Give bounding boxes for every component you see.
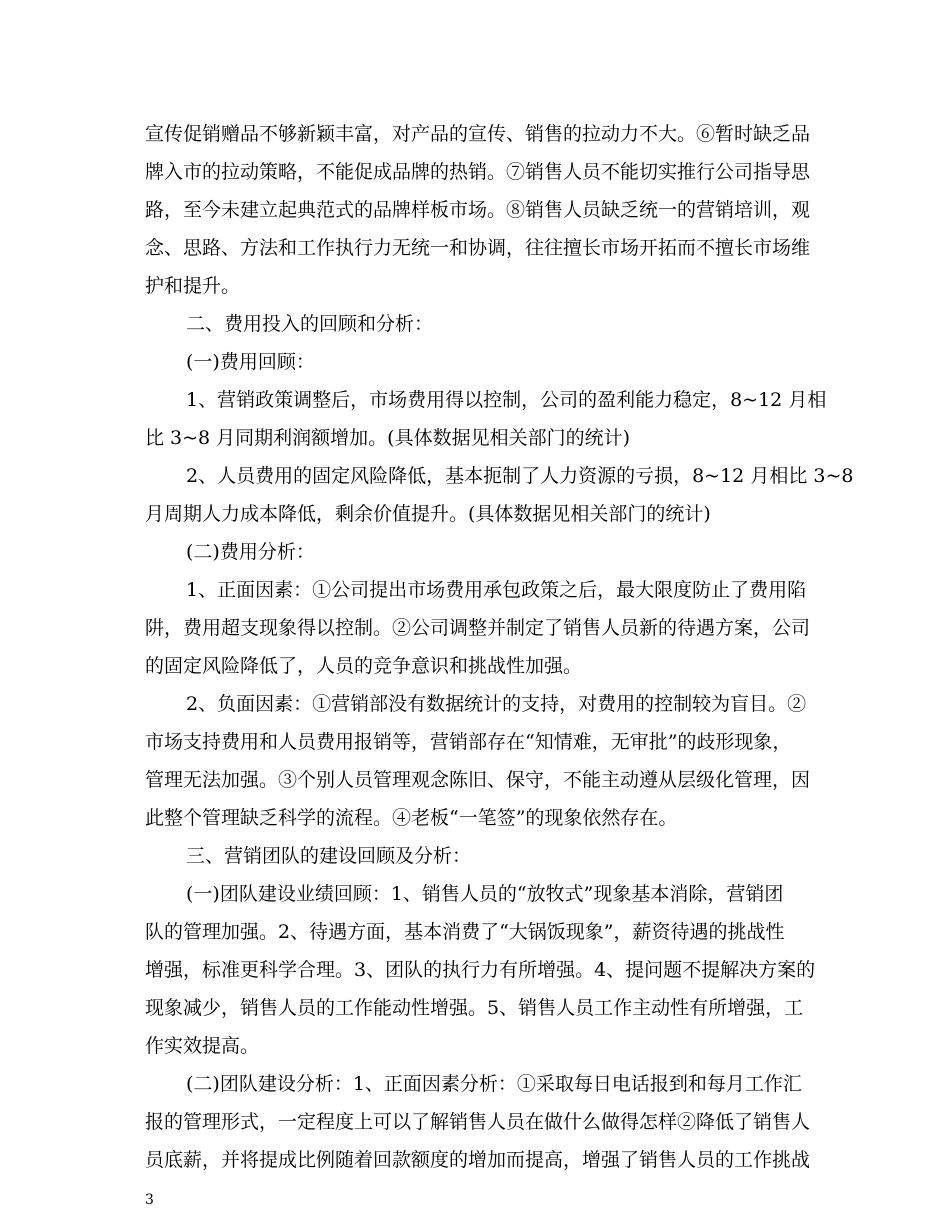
text-line: 月周期人力成本降低，剩余价值提升。(具体数据见相关部门的统计) <box>145 503 711 525</box>
text-line: 员底薪，并将提成比例随着回款额度的增加而提高，增强了销售人员的工作挑战 <box>145 1149 811 1171</box>
text-line: 队的管理加强。2、待遇方面，基本消费了“大锅饭现象”，薪资待遇的挑战性 <box>145 921 785 943</box>
text-line: 此整个管理缺乏科学的流程。④老板“一笔签”的现象依然存在。 <box>145 807 678 829</box>
text-line: (二)团队建设分析：1、正面因素分析：①采取每日电话报到和每月工作汇 <box>186 1073 802 1095</box>
text-line: 牌入市的拉动策略，不能促成品牌的热销。⑦销售人员不能切实推行公司指导思 <box>145 161 811 183</box>
text-line: 路，至今未建立起典范式的品牌样板市场。⑧销售人员缺乏统一的营销培训，观 <box>145 199 811 221</box>
section-heading: 三、营销团队的建设回顾及分析： <box>186 845 472 867</box>
text-line: 作实效提高。 <box>145 1035 260 1057</box>
text-line: 护和提升。 <box>145 275 241 297</box>
text-line: 阱，费用超支现象得以控制。②公司调整并制定了销售人员新的待遇方案，公司 <box>145 617 811 639</box>
text-line: 市场支持费用和人员费用报销等，营销部存在“知情难，无审批”的歧形现象， <box>145 731 792 753</box>
subsection-heading: (一)费用回顾： <box>186 351 315 373</box>
text-line: 报的管理形式，一定程度上可以了解销售人员在做什么做得怎样②降低了销售人 <box>145 1111 811 1133</box>
text-line: 现象减少，销售人员的工作能动性增强。5、销售人员工作主动性有所增强，工 <box>145 997 804 1019</box>
text-line: 管理无法加强。③个别人员管理观念陈旧、保守，不能主动遵从层级化管理，因 <box>145 769 811 791</box>
subsection-heading: (二)费用分析： <box>186 541 315 563</box>
text-line: 比 3~8 月同期利润额增加。(具体数据见相关部门的统计) <box>145 427 631 449</box>
text-line: 1、营销政策调整后，市场费用得以控制，公司的盈利能力稳定，8~12 月相 <box>186 389 827 411</box>
text-line: (一)团队建设业绩回顾：1、销售人员的“放牧式”现象基本消除，营销团 <box>186 883 784 905</box>
section-heading: 二、费用投入的回顾和分析： <box>186 313 434 335</box>
text-line: 1、正面因素：①公司提出市场费用承包政策之后，最大限度防止了费用陷 <box>186 579 807 601</box>
page-number: 3 <box>145 1192 154 1208</box>
text-line: 的固定风险降低了，人员的竞争意识和挑战性加强。 <box>145 655 583 677</box>
text-line: 宣传促销赠品不够新颖丰富，对产品的宣传、销售的拉动力不大。⑥暂时缺乏品 <box>145 123 811 145</box>
text-line: 念、思路、方法和工作执行力无统一和协调，往往擅长市场开拓而不擅长市场维 <box>145 237 811 259</box>
text-line: 2、人员费用的固定风险降低，基本扼制了人力资源的亏损，8~12 月相比 3~8 <box>186 465 854 487</box>
text-line: 2、负面因素：①营销部没有数据统计的支持，对费用的控制较为盲目。② <box>186 693 807 715</box>
text-line: 增强，标准更科学合理。3、团队的执行力有所增强。4、提问题不提解决方案的 <box>145 959 816 981</box>
